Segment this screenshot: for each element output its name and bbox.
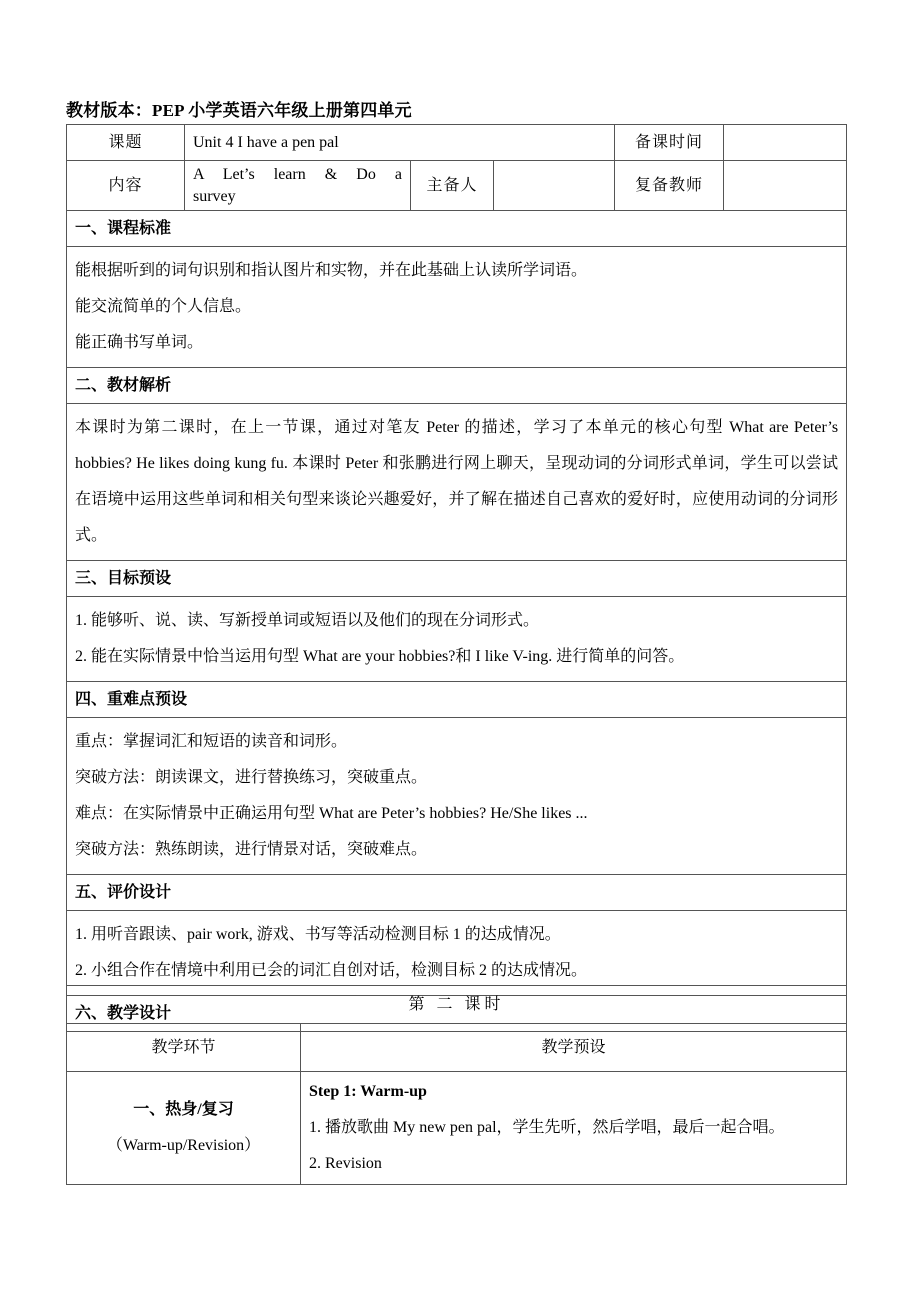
section-heading-textbook-analysis: 二、教材解析 xyxy=(67,368,847,404)
step-title: Step 1: Warm-up xyxy=(309,1083,427,1100)
main-preparer-label: 主备人 xyxy=(411,161,494,211)
lesson-row xyxy=(67,986,847,1024)
reviewer-value xyxy=(724,161,847,211)
plan-item: 1. 播放歌曲 My new pen pal，学生先听，然后学唱，最后一起合唱。 xyxy=(309,1119,785,1136)
topic-value: Unit 4 I have a pen pal xyxy=(185,125,615,161)
text-line: 2. 小组合作在情境中利用已会的词汇自创对话，检测目标 2 的达成情况。 xyxy=(75,962,588,979)
text-line: 难点：在实际情景中正确运用句型 What are Peter’s hobbies? He/She likes ... xyxy=(75,805,588,822)
section-body-textbook-analysis xyxy=(67,404,847,561)
stage-name: 一、热身/复习 xyxy=(133,1101,234,1118)
text-line: 1. 用听音跟读、pair work, 游戏、书写等活动检测目标 1 的达成情况。 xyxy=(75,926,561,943)
text-line: 重点：掌握词汇和短语的读音和词形。 xyxy=(75,733,348,750)
section-body-curriculum-standards xyxy=(67,247,847,368)
column-header-row xyxy=(67,1024,847,1072)
section-body-row xyxy=(67,718,847,875)
lesson-label: 第 二 课时 xyxy=(67,986,847,1024)
content-value: A Let’s learn & Do a survey xyxy=(185,161,411,211)
stage-name-en: （Warm-up/Revision） xyxy=(106,1137,261,1154)
lesson-plan-table xyxy=(66,124,847,1032)
topic-row xyxy=(67,125,847,161)
prep-time-label: 备课时间 xyxy=(615,125,724,161)
section-heading-row xyxy=(67,561,847,597)
stage-cell xyxy=(67,1072,301,1185)
section-heading-objectives: 三、目标预设 xyxy=(67,561,847,597)
section-body-evaluation xyxy=(67,911,847,996)
text-line: 1. 能够听、说、读、写新授单词或短语以及他们的现在分词形式。 xyxy=(75,612,540,629)
text-line: 突破方法：朗读课文，进行替换练习，突破重点。 xyxy=(75,769,428,786)
text-line: 能根据听到的词句识别和指认图片和实物，并在此基础上认读所学词语。 xyxy=(75,262,588,279)
section-heading-row xyxy=(67,211,847,247)
document-title: 教材版本：PEP 小学英语六年级上册第四单元 xyxy=(66,101,412,120)
text-line: 能交流简单的个人信息。 xyxy=(75,298,252,315)
text-line: 2. 能在实际情景中恰当运用句型 What are your hobbies?和 I like V-ing. 进行简单的问答。 xyxy=(75,648,685,665)
text-line: 能正确书写单词。 xyxy=(75,334,204,351)
text-line: 突破方法：熟练朗读，进行情景对话，突破难点。 xyxy=(75,841,428,858)
section-heading-curriculum-standards: 一、课程标准 xyxy=(67,211,847,247)
section-body-row xyxy=(67,911,847,996)
section-heading-row xyxy=(67,682,847,718)
section-body-objectives xyxy=(67,597,847,682)
section-body-row xyxy=(67,597,847,682)
section-heading-row xyxy=(67,875,847,911)
section-body-row xyxy=(67,404,847,561)
column-header-stage: 教学环节 xyxy=(67,1024,301,1072)
table-row xyxy=(67,1072,847,1185)
section-body-key-difficult-points xyxy=(67,718,847,875)
main-preparer-value xyxy=(494,161,615,211)
content-label: 内容 xyxy=(67,161,185,211)
text-paragraph: 本课时为第二课时，在上一节课，通过对笔友 Peter 的描述，学习了本单元的核心句型 What are Peter’s hobbies? He likes doing kung fu. 本课时 Peter 和张鹏进行网上聊天，呈现动词的分词形式单词，学生可以尝试在语境中运用这些单词和相关句型来谈论兴趣爱好，并了解在描述自己喜欢的爱好时，应使用动词的分词形式。 xyxy=(75,419,839,544)
topic-label: 课题 xyxy=(67,125,185,161)
plan-cell xyxy=(301,1072,847,1185)
plan-item: 2. Revision xyxy=(309,1155,382,1172)
content-row xyxy=(67,161,847,211)
section-heading-evaluation: 五、评价设计 xyxy=(67,875,847,911)
teaching-design-table xyxy=(66,985,847,1185)
section-body-row xyxy=(67,247,847,368)
prep-time-value xyxy=(724,125,847,161)
section-heading-teaching-design: 六、教学设计 xyxy=(67,996,847,1032)
section-heading-key-difficult-points: 四、重难点预设 xyxy=(67,682,847,718)
reviewer-label: 复备教师 xyxy=(615,161,724,211)
section-heading-row xyxy=(67,368,847,404)
column-header-plan: 教学预设 xyxy=(301,1024,847,1072)
